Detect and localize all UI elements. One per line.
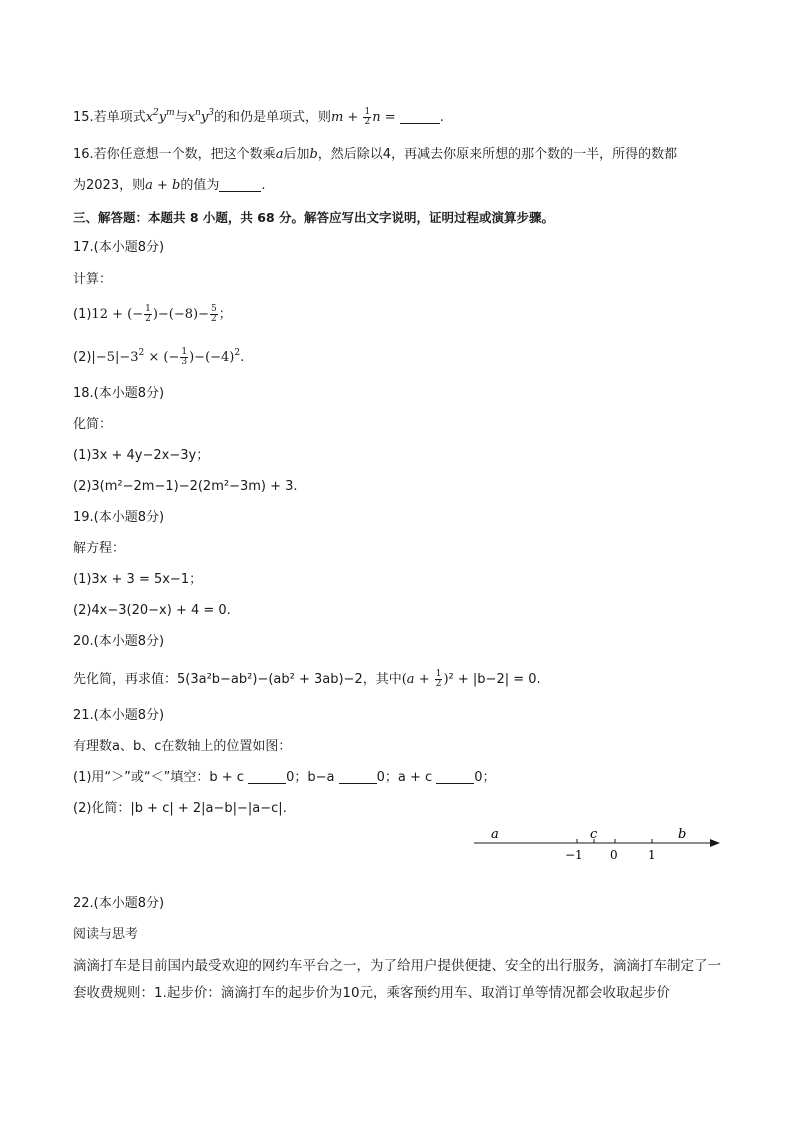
question-16-line-1: 16.若你任意想一个数，把这个数乘a后加b，然后除以4，再减去你原来所想的那个数的一半，所得的数都 bbox=[73, 147, 678, 162]
label-one: 1 bbox=[648, 848, 656, 862]
question-20-header: 20.(本小题8分) bbox=[73, 634, 165, 649]
question-19-part-1: (1)3x + 3 = 5x−1； bbox=[73, 572, 203, 587]
label-c: c bbox=[590, 827, 598, 842]
question-22-title: 阅读与思考 bbox=[73, 927, 139, 942]
answer-blank[interactable] bbox=[400, 109, 440, 124]
question-17-part-1: (1)12 + (− $\frac{1}{2}$ )−(−8)− $\frac{5}{2}$ ； bbox=[73, 304, 232, 324]
question-22-paragraph: 滴滴打车是目前国内最受欢迎的网约车平台之一，为了给用户提供便捷、安全的出行服务，滴滴打车制定了一套收费规则：1.起步价：滴滴打车的起步价为10元，乘客预约用车、取消订单等情况都会收取起步价 bbox=[73, 958, 721, 1001]
label-b: b bbox=[678, 827, 687, 842]
answer-blank[interactable] bbox=[248, 769, 286, 784]
question-19-intro: 解方程： bbox=[73, 541, 126, 556]
question-20-body: 先化简，再求值：5(3a²b−ab²)−(ab² + 3ab)−2，其中(a + $\frac{1}{2}$ )² + |b−2| = 0. bbox=[73, 669, 541, 689]
question-19-header: 19.(本小题8分) bbox=[73, 510, 165, 525]
question-18-part-2: (2)3(m²−2m−1)−2(2m²−3m) + 3. bbox=[73, 479, 298, 494]
question-21-intro: 有理数a、b、c在数轴上的位置如图： bbox=[73, 739, 292, 754]
question-19-part-2: (2)4x−3(20−x) + 4 = 0. bbox=[73, 603, 231, 618]
question-18-part-1: (1)3x + 4y−2x−3y； bbox=[73, 448, 210, 463]
question-21-header: 21.(本小题8分) bbox=[73, 708, 165, 723]
number-line-figure bbox=[470, 822, 730, 868]
answer-blank[interactable] bbox=[219, 177, 261, 192]
question-22-header: 22.(本小题8分) bbox=[73, 896, 165, 911]
section-3-heading: 三、解答题：本题共 8 小题，共 68 分。解答应写出文字说明，证明过程或演算步骤。 bbox=[73, 210, 555, 225]
question-17-intro: 计算： bbox=[73, 272, 113, 287]
question-18-intro: 化简： bbox=[73, 417, 113, 432]
question-17-header: 17.(本小题8分) bbox=[73, 240, 165, 255]
answer-blank[interactable] bbox=[436, 769, 474, 784]
label-neg1: −1 bbox=[565, 848, 583, 862]
question-17-part-2: $(2)|-5|-3^2$ × (− $\frac{1}{3}$ )$-(-4)^2$. bbox=[73, 347, 245, 367]
label-a: a bbox=[491, 827, 499, 842]
label-zero: 0 bbox=[610, 848, 618, 862]
number-line-arrow bbox=[710, 839, 720, 847]
question-18-header: 18.(本小题8分) bbox=[73, 386, 165, 401]
question-16-line-2: 为2023，则a + b的值为 . bbox=[73, 178, 266, 193]
question-15: 15.若单项式$x^2y^m$与$x^ny^3$的和仍是单项式，则m + $\frac{1}{2}$ n = . bbox=[73, 107, 444, 127]
question-21-part-2: (2)化简：|b + c| + 2|a−b|−|a−c|. bbox=[73, 801, 287, 816]
answer-blank[interactable] bbox=[339, 769, 377, 784]
question-21-part-1: (1)用“＞”或“＜”填空：b + c 0；b−a 0；a + c 0； bbox=[73, 770, 496, 785]
